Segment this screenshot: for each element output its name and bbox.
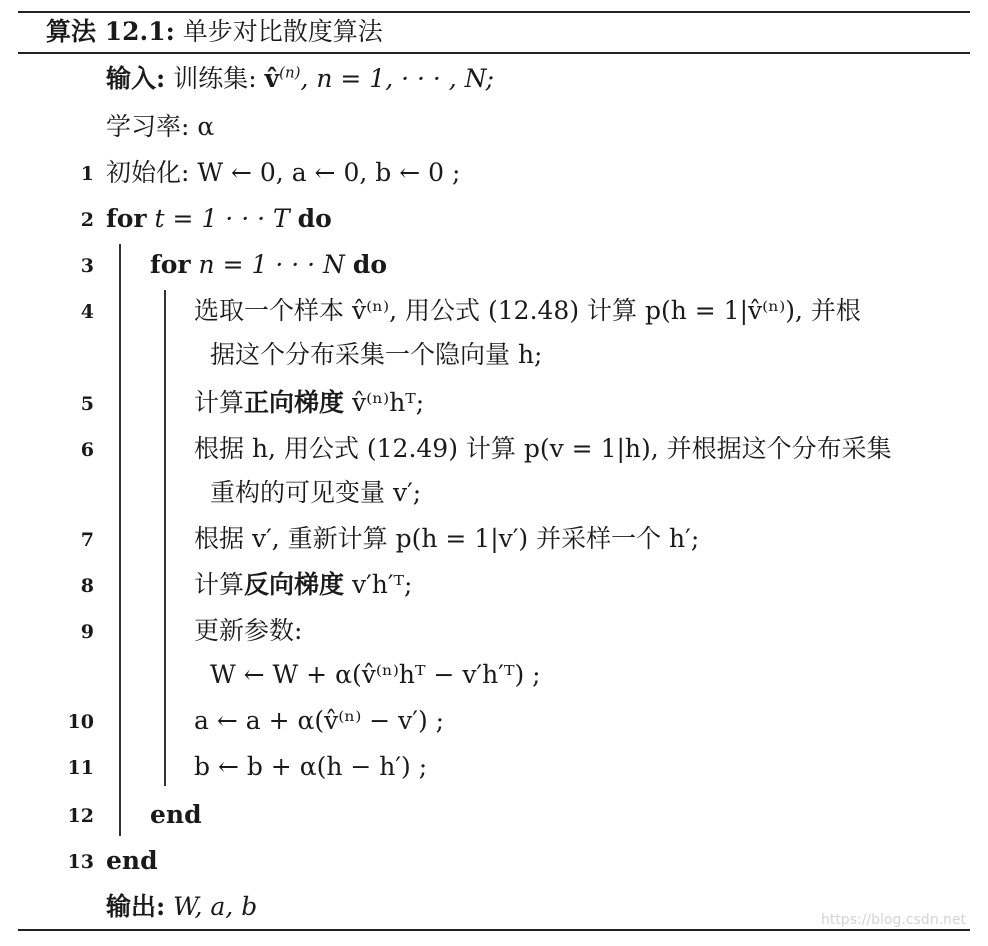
update-a-line: a ← a + α(v̂⁽ⁿ⁾ − v′) ; [194, 706, 445, 735]
line-number: 4 [80, 301, 94, 323]
learning-rate-line: 学习率: α [106, 112, 215, 141]
line-number: 11 [67, 757, 94, 779]
line-number: 2 [80, 209, 94, 231]
init-line: 初始化: W ← 0, a ← 0, b ← 0 ; [106, 158, 461, 187]
line-number: 10 [67, 711, 94, 733]
reconstruct-line-cont: 重构的可见变量 v′; [210, 478, 422, 507]
bottom-rule [18, 929, 970, 931]
reconstruct-line: 根据 h, 用公式 (12.49) 计算 p(v = 1|h), 并根据这个分布采集 [194, 434, 892, 463]
update-b-line: b ← b + α(h − h′) ; [194, 752, 428, 781]
output-line: 输出: W, a, b [106, 892, 258, 921]
line-number: 9 [80, 621, 94, 643]
line-number: 13 [67, 851, 94, 873]
update-params-line: 更新参数: [194, 616, 303, 645]
line-number: 6 [80, 439, 94, 461]
line-number: 3 [80, 255, 94, 277]
top-rule [18, 11, 970, 13]
sample-line: 选取一个样本 v̂⁽ⁿ⁾, 用公式 (12.48) 计算 p(h = 1|v̂⁽ⁿ⁾), 并根 [194, 296, 861, 325]
line-number: 5 [80, 393, 94, 415]
outer-for-line: for t = 1 · · · T do [106, 204, 332, 233]
inner-end-line: end [150, 800, 202, 829]
outer-loop-bar [119, 244, 121, 836]
sample-line-cont: 据这个分布采集一个隐向量 h; [210, 340, 543, 369]
line-number: 8 [80, 575, 94, 597]
algorithm-name: 单步对比散度算法 [182, 17, 383, 46]
title-rule [18, 52, 970, 54]
positive-gradient-line: 计算正向梯度 v̂⁽ⁿ⁾hᵀ; [194, 388, 425, 417]
input-label: 输入: [106, 64, 166, 93]
algorithm-title [46, 14, 383, 50]
inner-loop-bar [164, 290, 166, 786]
line-number: 7 [80, 529, 94, 551]
watermark: https://blog.csdn.net [820, 912, 966, 928]
outer-end-line: end [106, 846, 158, 875]
line-number: 12 [67, 805, 94, 827]
algorithm-label: 算法 12.1: [46, 17, 175, 46]
line-number: 1 [80, 163, 94, 185]
inner-for-line: for n = 1 · · · N do [150, 250, 388, 279]
negative-gradient-line: 计算反向梯度 v′h′ᵀ; [194, 570, 413, 599]
input-line: 输入: 训练集: v̂$^{(n)}$, n = 1, · · · , N; [106, 63, 495, 93]
resample-line: 根据 v′, 重新计算 p(h = 1|v′) 并采样一个 h′; [194, 524, 700, 553]
update-w-line: W ← W + α(v̂⁽ⁿ⁾hᵀ − v′h′ᵀ) ; [210, 660, 541, 689]
input-text: 训练集: [173, 64, 265, 93]
